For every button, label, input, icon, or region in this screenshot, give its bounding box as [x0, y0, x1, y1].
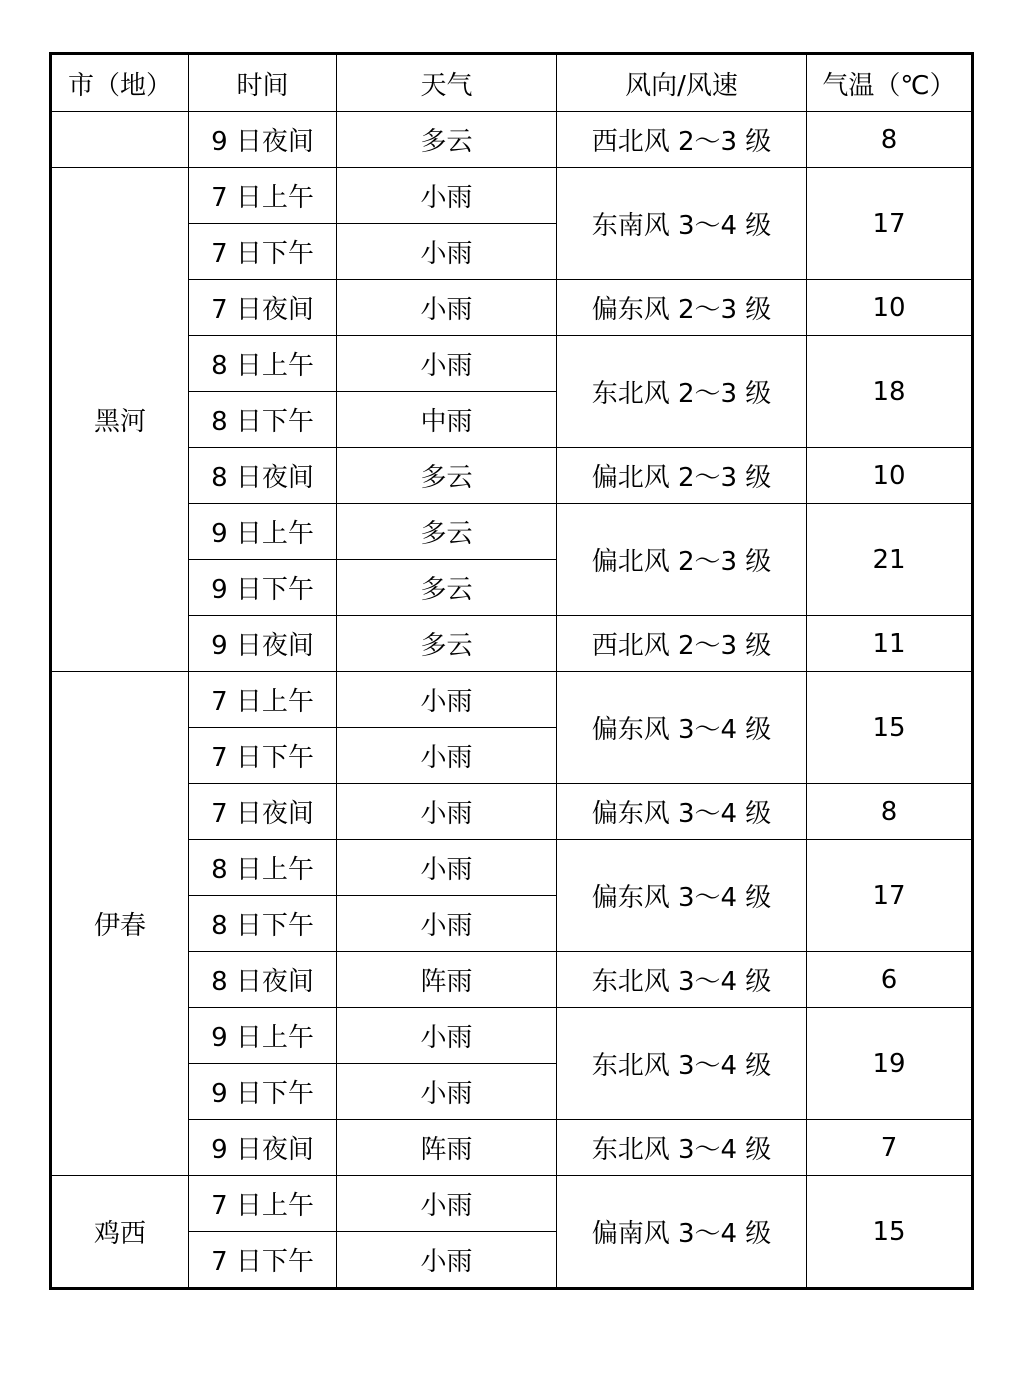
- header-temperature: 气温（℃）: [807, 54, 973, 112]
- weather-cell: 小雨: [337, 1064, 557, 1120]
- weather-cell: 多云: [337, 504, 557, 560]
- time-cell: 8 日下午: [189, 392, 337, 448]
- wind-cell: 西北风 2～3 级: [557, 112, 807, 168]
- wind-cell: 偏东风 3～4 级: [557, 672, 807, 784]
- weather-cell: 多云: [337, 448, 557, 504]
- table-row: [51, 1120, 973, 1176]
- temperature-cell: 15: [807, 1176, 973, 1289]
- time-cell: 7 日夜间: [189, 784, 337, 840]
- wind-cell: 东北风 3～4 级: [557, 1120, 807, 1176]
- time-cell: 7 日下午: [189, 224, 337, 280]
- temperature-cell: 7: [807, 1120, 973, 1176]
- city-cell: 伊春: [51, 672, 189, 1176]
- temperature-cell: 11: [807, 616, 973, 672]
- wind-cell: 偏东风 3～4 级: [557, 784, 807, 840]
- header-time: 时间: [189, 54, 337, 112]
- temperature-cell: 10: [807, 448, 973, 504]
- table-row: [51, 504, 973, 560]
- weather-cell: 小雨: [337, 336, 557, 392]
- time-cell: 8 日夜间: [189, 952, 337, 1008]
- wind-cell: 偏东风 3～4 级: [557, 840, 807, 952]
- temperature-cell: 17: [807, 840, 973, 952]
- table-row: [51, 448, 973, 504]
- weather-cell: 小雨: [337, 1008, 557, 1064]
- header-city: 市（地）: [51, 54, 189, 112]
- city-cell: 黑河: [51, 168, 189, 672]
- time-cell: 7 日上午: [189, 168, 337, 224]
- temperature-cell: 17: [807, 168, 973, 280]
- time-cell: 9 日夜间: [189, 112, 337, 168]
- wind-cell: 东北风 3～4 级: [557, 952, 807, 1008]
- city-cell: [51, 112, 189, 168]
- wind-cell: 偏北风 2～3 级: [557, 448, 807, 504]
- table-row: [51, 784, 973, 840]
- time-cell: 7 日上午: [189, 1176, 337, 1232]
- table-row: [51, 952, 973, 1008]
- time-cell: 9 日夜间: [189, 1120, 337, 1176]
- table-body: [51, 112, 973, 1289]
- table-row: [51, 112, 973, 168]
- temperature-cell: 15: [807, 672, 973, 784]
- weather-cell: 阵雨: [337, 952, 557, 1008]
- table-row: [51, 840, 973, 896]
- wind-cell: 东北风 3～4 级: [557, 1008, 807, 1120]
- weather-cell: 多云: [337, 616, 557, 672]
- temperature-cell: 10: [807, 280, 973, 336]
- temperature-cell: 8: [807, 112, 973, 168]
- temperature-cell: 19: [807, 1008, 973, 1120]
- time-cell: 8 日上午: [189, 840, 337, 896]
- weather-cell: 小雨: [337, 1232, 557, 1289]
- table-row: [51, 336, 973, 392]
- wind-cell: 偏北风 2～3 级: [557, 504, 807, 616]
- time-cell: 9 日下午: [189, 560, 337, 616]
- wind-cell: 偏南风 3～4 级: [557, 1176, 807, 1289]
- weather-cell: 阵雨: [337, 1120, 557, 1176]
- wind-cell: 西北风 2～3 级: [557, 616, 807, 672]
- header-wind: 风向/风速: [557, 54, 807, 112]
- header-row: [51, 54, 973, 112]
- time-cell: 7 日夜间: [189, 280, 337, 336]
- temperature-cell: 18: [807, 336, 973, 448]
- wind-cell: 东北风 2～3 级: [557, 336, 807, 448]
- weather-cell: 小雨: [337, 224, 557, 280]
- weather-cell: 中雨: [337, 392, 557, 448]
- time-cell: 7 日下午: [189, 1232, 337, 1289]
- time-cell: 8 日上午: [189, 336, 337, 392]
- table-header: [51, 54, 973, 112]
- temperature-cell: 21: [807, 504, 973, 616]
- weather-cell: 小雨: [337, 672, 557, 728]
- time-cell: 7 日下午: [189, 728, 337, 784]
- time-cell: 9 日上午: [189, 504, 337, 560]
- time-cell: 9 日夜间: [189, 616, 337, 672]
- time-cell: 8 日下午: [189, 896, 337, 952]
- table-row: [51, 1008, 973, 1064]
- temperature-cell: 6: [807, 952, 973, 1008]
- time-cell: 8 日夜间: [189, 448, 337, 504]
- city-cell: 鸡西: [51, 1176, 189, 1289]
- weather-cell: 多云: [337, 112, 557, 168]
- weather-cell: 小雨: [337, 1176, 557, 1232]
- table-row: [51, 1176, 973, 1232]
- weather-cell: 多云: [337, 560, 557, 616]
- weather-forecast-table: [49, 52, 974, 1290]
- header-weather: 天气: [337, 54, 557, 112]
- time-cell: 7 日上午: [189, 672, 337, 728]
- wind-cell: 东南风 3～4 级: [557, 168, 807, 280]
- wind-cell: 偏东风 2～3 级: [557, 280, 807, 336]
- table-row: [51, 672, 973, 728]
- weather-cell: 小雨: [337, 280, 557, 336]
- table-row: [51, 616, 973, 672]
- weather-cell: 小雨: [337, 896, 557, 952]
- weather-cell: 小雨: [337, 840, 557, 896]
- weather-cell: 小雨: [337, 168, 557, 224]
- weather-cell: 小雨: [337, 728, 557, 784]
- time-cell: 9 日下午: [189, 1064, 337, 1120]
- table-row: [51, 168, 973, 224]
- time-cell: 9 日上午: [189, 1008, 337, 1064]
- temperature-cell: 8: [807, 784, 973, 840]
- table-row: [51, 280, 973, 336]
- weather-cell: 小雨: [337, 784, 557, 840]
